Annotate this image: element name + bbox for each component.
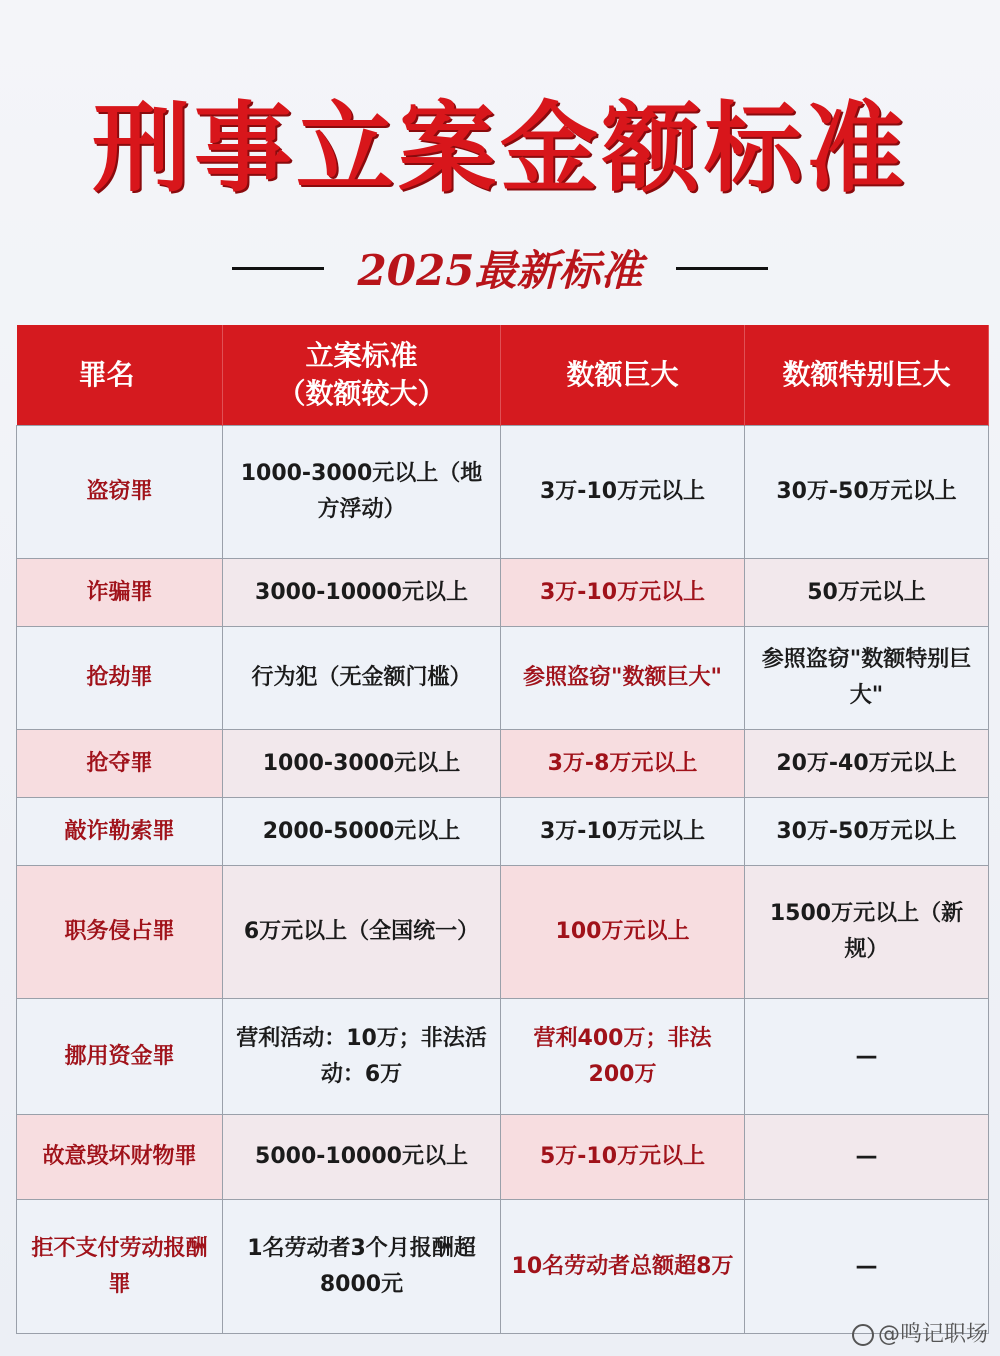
table-row: [17, 999, 989, 1115]
large-cell: 100万元以上: [501, 866, 745, 999]
table-row: [17, 627, 989, 730]
header-huge: 数额特别巨大: [745, 325, 989, 426]
large-cell: 营利400万；非法200万: [501, 999, 745, 1115]
large-cell: 10名劳动者总额超8万: [501, 1200, 745, 1334]
large-cell: 3万-8万元以上: [501, 730, 745, 798]
watermark: [852, 1317, 988, 1348]
huge-cell: 50万元以上: [745, 559, 989, 627]
large-cell: 3万-10万元以上: [501, 798, 745, 866]
weibo-icon: [852, 1324, 874, 1346]
table-header-row: [17, 325, 989, 426]
huge-cell: 20万-40万元以上: [745, 730, 989, 798]
divider-left: [232, 267, 324, 270]
header-crime-name: 罪名: [17, 325, 223, 426]
standards-table: [16, 325, 989, 1334]
table-row: [17, 426, 989, 559]
standard-cell: 3000-10000元以上: [223, 559, 501, 627]
huge-cell: —: [745, 999, 989, 1115]
huge-cell: 30万-50万元以上: [745, 798, 989, 866]
subtitle-row: [0, 240, 1000, 296]
huge-cell: 30万-50万元以上: [745, 426, 989, 559]
table-row: [17, 866, 989, 999]
crime-name: 拒不支付劳动报酬罪: [17, 1200, 223, 1334]
standard-cell: 1000-3000元以上: [223, 730, 501, 798]
standard-cell: 营利活动：10万；非法活动：6万: [223, 999, 501, 1115]
crime-name: 职务侵占罪: [17, 866, 223, 999]
standard-cell: 1000-3000元以上（地方浮动）: [223, 426, 501, 559]
header-standard: 立案标准 （数额较大）: [223, 325, 501, 426]
table-row: [17, 798, 989, 866]
subtitle: 2025最新标准: [357, 246, 643, 295]
watermark-text: @鸣记职场: [877, 1322, 988, 1347]
standard-cell: 行为犯（无金额门槛）: [223, 627, 501, 730]
page-title: 刑事立案金额标准: [91, 91, 908, 206]
huge-cell: —: [745, 1200, 989, 1334]
table-row: [17, 730, 989, 798]
standard-cell: 1名劳动者3个月报酬超8000元: [223, 1200, 501, 1334]
large-cell: 5万-10万元以上: [501, 1115, 745, 1200]
standard-cell: 6万元以上（全国统一）: [223, 866, 501, 999]
huge-cell: —: [745, 1115, 989, 1200]
large-cell: 3万-10万元以上: [501, 426, 745, 559]
standard-cell: 2000-5000元以上: [223, 798, 501, 866]
crime-name: 故意毁坏财物罪: [17, 1115, 223, 1200]
large-cell: 参照盗窃"数额巨大": [501, 627, 745, 730]
divider-right: [676, 267, 768, 270]
huge-cell: 1500万元以上（新规）: [745, 866, 989, 999]
large-cell: 3万-10万元以上: [501, 559, 745, 627]
crime-name: 抢夺罪: [17, 730, 223, 798]
huge-cell: 参照盗窃"数额特别巨大": [745, 627, 989, 730]
crime-name: 盗窃罪: [17, 426, 223, 559]
standard-cell: 5000-10000元以上: [223, 1115, 501, 1200]
crime-name: 敲诈勒索罪: [17, 798, 223, 866]
header-large: 数额巨大: [501, 325, 745, 426]
crime-name: 抢劫罪: [17, 627, 223, 730]
crime-name: 诈骗罪: [17, 559, 223, 627]
crime-name: 挪用资金罪: [17, 999, 223, 1115]
table-row: [17, 1200, 989, 1334]
standards-table-wrap: [16, 325, 988, 1334]
table-row: [17, 559, 989, 627]
table-row: [17, 1115, 989, 1200]
